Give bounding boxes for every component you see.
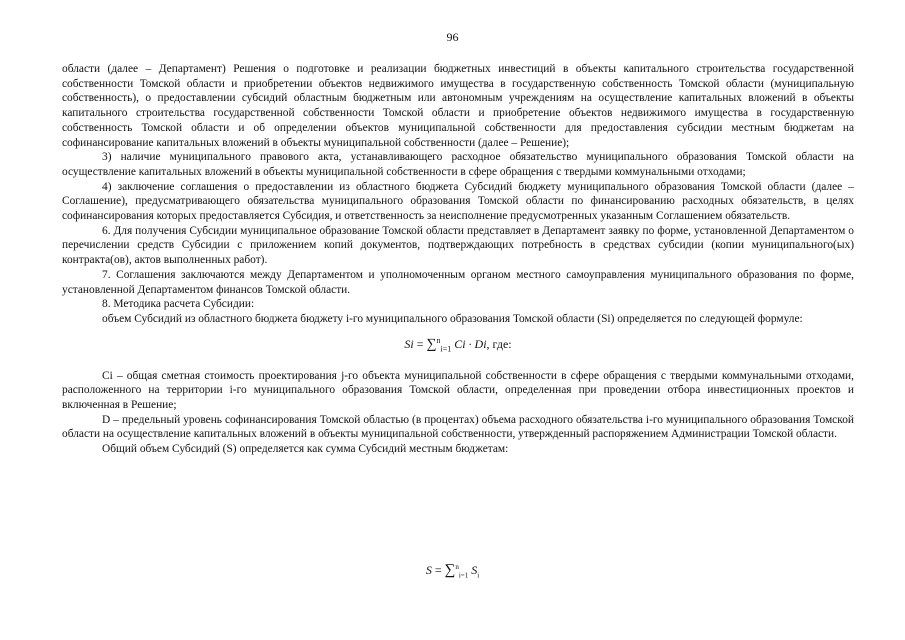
paragraph-decision-continuation: области (далее – Департамент) Решения о подготовке и реализации бюджетных инвестиций в объекты капитального строительства государственной собственности Томской области и приобретении объектов недвижимого имущества в государственную собственность Томской области (муниципальную собственность), о предоставлении субсидий областным бюджетным или автономным учреждениям на осуществление капитальных вложений в объекты капитального строительства государственной собственности Томской области и приобретение объектов недвижимого имущества в государственную собственность Томской области и об определении объектов муниципальной собственности для предоставления субсидии местным бюджетам на софинансирование капитальных вложений в объекты муниципальной собственности (далее – Решение);	[62, 63, 854, 149]
formula-s-lower-limit: i=1	[458, 571, 469, 580]
formula-s-sum-sign: ∑	[444, 562, 456, 578]
formula-subsidy-si	[62, 327, 854, 355]
formula-si-suffix: , где:	[486, 336, 512, 351]
document-body	[62, 62, 854, 457]
formula-si-sum-sign: ∑	[426, 336, 437, 352]
formula-si-lhs: Si	[404, 336, 414, 351]
formula-si-upper-limit: n	[436, 335, 441, 345]
formula-si-term: Ci · Di	[454, 336, 487, 351]
paragraph-item-3: 3) наличие муниципального правового акта, устанавливающего расходное обязательство муниципального образования Томской области на осуществление капитальных вложений в объекты муниципальной собственности в сфере обращения с твердыми коммунальными отходами;	[62, 151, 854, 178]
paragraph-item-4: 4) заключение соглашения о предоставлении из областного бюджета Субсидий бюджету муниципального образования Томской области (далее – Соглашение), предусматривающего обязательства муниципального образования Томской области по финансированию расходных обязательств, в целях софинансирования которых предоставляется Субсидия, и ответственность за неисполнение предусмотренных указанным Соглашением обязательств.	[62, 180, 854, 223]
formula-s-term-subscript: i	[477, 571, 480, 580]
formula-si-lower-limit: i=1	[440, 344, 452, 354]
paragraph-definition-d: D – предельный уровень софинансирования Томской областью (в процентах) объема расходного обязательства i-го муниципального образования Томской области на осуществление капитальных вложений в объекты муниципальной собственности, утвержденный распоряжением Администрации Томской области.	[62, 413, 854, 441]
page-number: 96	[446, 30, 459, 44]
paragraph-point-8: 8. Методика расчета Субсидии:	[102, 298, 255, 311]
paragraph-definition-ci: Ci – общая сметная стоимость проектирования j-го объекта муниципальной собственности в сфере обращения с твердыми коммунальными отходами, расположенного на территории i-го муниципального образования Томской области, определенная при проведении отбора инвестиционных проектов и включенная в Решение;	[62, 369, 854, 412]
formula-s-equals: =	[434, 563, 442, 577]
formula-s-lhs: S	[425, 563, 432, 577]
formula-s-term: S	[471, 563, 478, 577]
paragraph-subsidy-volume: объем Субсидий из областного бюджета бюджету i-го муниципального образования Томской области (Si) определяется по следующей формуле:	[102, 312, 803, 325]
paragraph-point-6: 6. Для получения Субсидии муниципальное образование Томской области представляет в Департамент заявку по форме, установленной Департаментом о перечислении средств Субсидии с приложением копий документов, подтверждающих потребность в средствах субсидии (копии муниципального(ых) контракта(ов), актов выполненных работ).	[62, 224, 854, 267]
formula-s-upper-limit: n	[455, 563, 459, 571]
paragraph-point-7: 7. Соглашения заключаются между Департаментом и уполномоченным органом местного самоуправления муниципального образования по форме, установленной Департаментом финансов Томской области.	[62, 268, 854, 296]
formula-total-s	[0, 562, 905, 579]
formula-si-equals: =	[416, 336, 424, 351]
paragraph-total-volume: Общий объем Субсидий (S) определяется как сумма Субсидий местным бюджетам:	[102, 443, 509, 456]
